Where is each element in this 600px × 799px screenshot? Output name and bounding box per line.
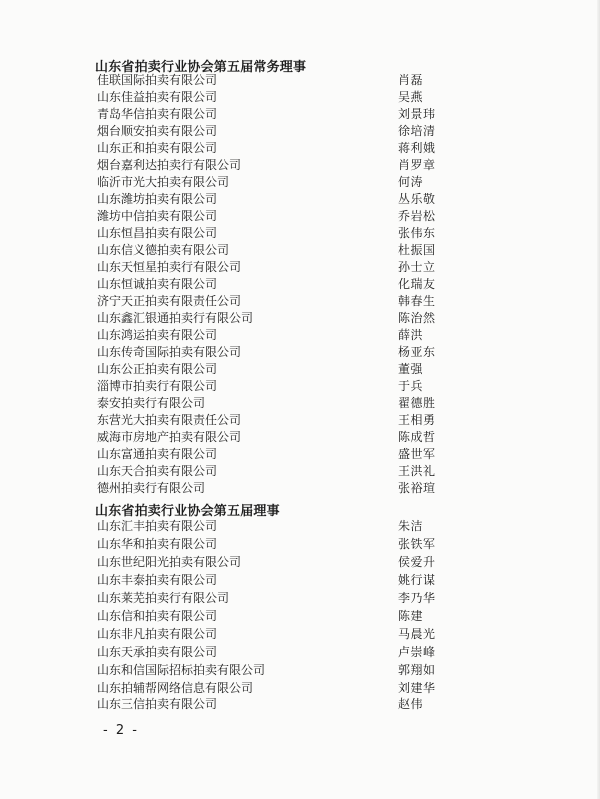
list-item bbox=[0, 463, 600, 480]
list-item bbox=[0, 89, 600, 106]
list-item bbox=[0, 662, 600, 679]
company-name: 山东正和拍卖有限公司 bbox=[97, 141, 218, 155]
person-name: 侯爱升 bbox=[398, 555, 436, 569]
list-item bbox=[0, 480, 600, 497]
list-item bbox=[0, 446, 600, 463]
list-item bbox=[0, 344, 600, 361]
company-name: 青岛华信拍卖有限公司 bbox=[97, 107, 218, 121]
person-name: 徐培清 bbox=[398, 124, 436, 138]
company-name: 山东拍辅帮网络信息有限公司 bbox=[97, 681, 254, 695]
list-item bbox=[0, 242, 600, 259]
person-name: 薛洪 bbox=[398, 328, 424, 342]
person-name: 肖罗章 bbox=[398, 158, 436, 172]
person-name: 于兵 bbox=[398, 379, 424, 393]
person-name: 翟德胜 bbox=[398, 396, 436, 410]
list-item bbox=[0, 174, 600, 191]
list-item bbox=[0, 608, 600, 625]
person-name: 盛世军 bbox=[398, 447, 436, 461]
list-item bbox=[0, 293, 600, 310]
person-name: 刘景玮 bbox=[398, 107, 436, 121]
person-name: 陈建 bbox=[398, 609, 424, 623]
company-name: 山东传奇国际拍卖有限公司 bbox=[97, 345, 242, 359]
company-name: 山东天合拍卖有限公司 bbox=[97, 464, 218, 478]
list-item bbox=[0, 644, 600, 661]
list-item bbox=[0, 327, 600, 344]
company-name: 威海市房地产拍卖有限公司 bbox=[97, 430, 242, 444]
directors-heading: 山东省拍卖行业协会第五届理事 bbox=[95, 504, 280, 519]
list-item bbox=[0, 106, 600, 123]
company-name: 山东莱芜拍卖行有限公司 bbox=[97, 591, 230, 605]
company-name: 山东世纪阳光拍卖有限公司 bbox=[97, 555, 242, 569]
company-name: 临沂市光大拍卖有限公司 bbox=[97, 175, 230, 189]
list-item bbox=[0, 72, 600, 89]
list-item bbox=[0, 395, 600, 412]
company-name: 山东三信拍卖有限公司 bbox=[97, 697, 218, 711]
company-name: 佳联国际拍卖有限公司 bbox=[97, 73, 218, 87]
list-item bbox=[0, 572, 600, 589]
list-item bbox=[0, 123, 600, 140]
list-item bbox=[0, 554, 600, 571]
company-name: 山东和信国际招标拍卖有限公司 bbox=[97, 663, 266, 677]
company-name: 泰安拍卖行有限公司 bbox=[97, 396, 206, 410]
person-name: 张伟东 bbox=[398, 226, 436, 240]
company-name: 济宁天正拍卖有限责任公司 bbox=[97, 294, 242, 308]
person-name: 张裕瑄 bbox=[398, 481, 436, 495]
person-name: 朱洁 bbox=[398, 519, 424, 533]
person-name: 吴燕 bbox=[398, 90, 424, 104]
person-name: 李乃华 bbox=[398, 591, 436, 605]
person-name: 姚行谋 bbox=[398, 573, 436, 587]
company-name: 山东潍坊拍卖有限公司 bbox=[97, 192, 218, 206]
list-item bbox=[0, 208, 600, 225]
person-name: 刘建华 bbox=[398, 681, 436, 695]
person-name: 杨亚东 bbox=[398, 345, 436, 359]
person-name: 丛乐敬 bbox=[398, 192, 436, 206]
company-name: 山东华和拍卖有限公司 bbox=[97, 537, 218, 551]
person-name: 赵伟 bbox=[398, 697, 424, 711]
person-name: 杜振国 bbox=[398, 243, 436, 257]
company-name: 山东汇丰拍卖有限公司 bbox=[97, 519, 218, 533]
company-name: 山东信义德拍卖有限公司 bbox=[97, 243, 230, 257]
list-item bbox=[0, 191, 600, 208]
list-item bbox=[0, 310, 600, 327]
company-name: 烟台顺安拍卖有限公司 bbox=[97, 124, 218, 138]
company-name: 山东丰泰拍卖有限公司 bbox=[97, 573, 218, 587]
company-name: 山东鑫汇银通拍卖行有限公司 bbox=[97, 311, 254, 325]
list-item bbox=[0, 361, 600, 378]
company-name: 山东公正拍卖有限公司 bbox=[97, 362, 218, 376]
person-name: 王洪礼 bbox=[398, 464, 436, 478]
list-item bbox=[0, 276, 600, 293]
company-name: 山东恒诚拍卖有限公司 bbox=[97, 277, 218, 291]
person-name: 乔岩松 bbox=[398, 209, 436, 223]
person-name: 王相勇 bbox=[398, 413, 436, 427]
company-name: 山东富通拍卖有限公司 bbox=[97, 447, 218, 461]
list-item bbox=[0, 626, 600, 643]
list-item bbox=[0, 378, 600, 395]
company-name: 山东恒昌拍卖有限公司 bbox=[97, 226, 218, 240]
list-item bbox=[0, 140, 600, 157]
person-name: 郭翔如 bbox=[398, 663, 436, 677]
list-item bbox=[0, 412, 600, 429]
list-item bbox=[0, 157, 600, 174]
person-name: 化瑞友 bbox=[398, 277, 436, 291]
company-name: 山东非凡拍卖有限公司 bbox=[97, 627, 218, 641]
list-item bbox=[0, 518, 600, 535]
list-item bbox=[0, 680, 600, 697]
list-item bbox=[0, 225, 600, 242]
company-name: 淄博市拍卖行有限公司 bbox=[97, 379, 218, 393]
page-number: - 2 - bbox=[103, 723, 139, 738]
person-name: 孙士立 bbox=[398, 260, 436, 274]
company-name: 山东天承拍卖有限公司 bbox=[97, 645, 218, 659]
list-item bbox=[0, 536, 600, 553]
company-name: 山东佳益拍卖有限公司 bbox=[97, 90, 218, 104]
list-item bbox=[0, 590, 600, 607]
standing-directors-heading: 山东省拍卖行业协会第五届常务理事 bbox=[95, 60, 307, 75]
company-name: 山东天恒星拍卖行有限公司 bbox=[97, 260, 242, 274]
person-name: 蒋利娥 bbox=[398, 141, 436, 155]
person-name: 张铁军 bbox=[398, 537, 436, 551]
company-name: 潍坊中信拍卖有限公司 bbox=[97, 209, 218, 223]
company-name: 山东鸿运拍卖有限公司 bbox=[97, 328, 218, 342]
company-name: 烟台嘉利达拍卖行有限公司 bbox=[97, 158, 242, 172]
company-name: 东营光大拍卖有限责任公司 bbox=[97, 413, 242, 427]
list-item bbox=[0, 429, 600, 446]
person-name: 董强 bbox=[398, 362, 424, 376]
person-name: 何涛 bbox=[398, 175, 424, 189]
list-item bbox=[0, 259, 600, 276]
person-name: 韩春生 bbox=[398, 294, 436, 308]
person-name: 马晨光 bbox=[398, 627, 436, 641]
company-name: 德州拍卖行有限公司 bbox=[97, 481, 206, 495]
list-item bbox=[0, 696, 600, 713]
person-name: 肖磊 bbox=[398, 73, 424, 87]
company-name: 山东信和拍卖有限公司 bbox=[97, 609, 218, 623]
person-name: 陈成哲 bbox=[398, 430, 436, 444]
person-name: 卢崇峰 bbox=[398, 645, 436, 659]
person-name: 陈治然 bbox=[398, 311, 436, 325]
